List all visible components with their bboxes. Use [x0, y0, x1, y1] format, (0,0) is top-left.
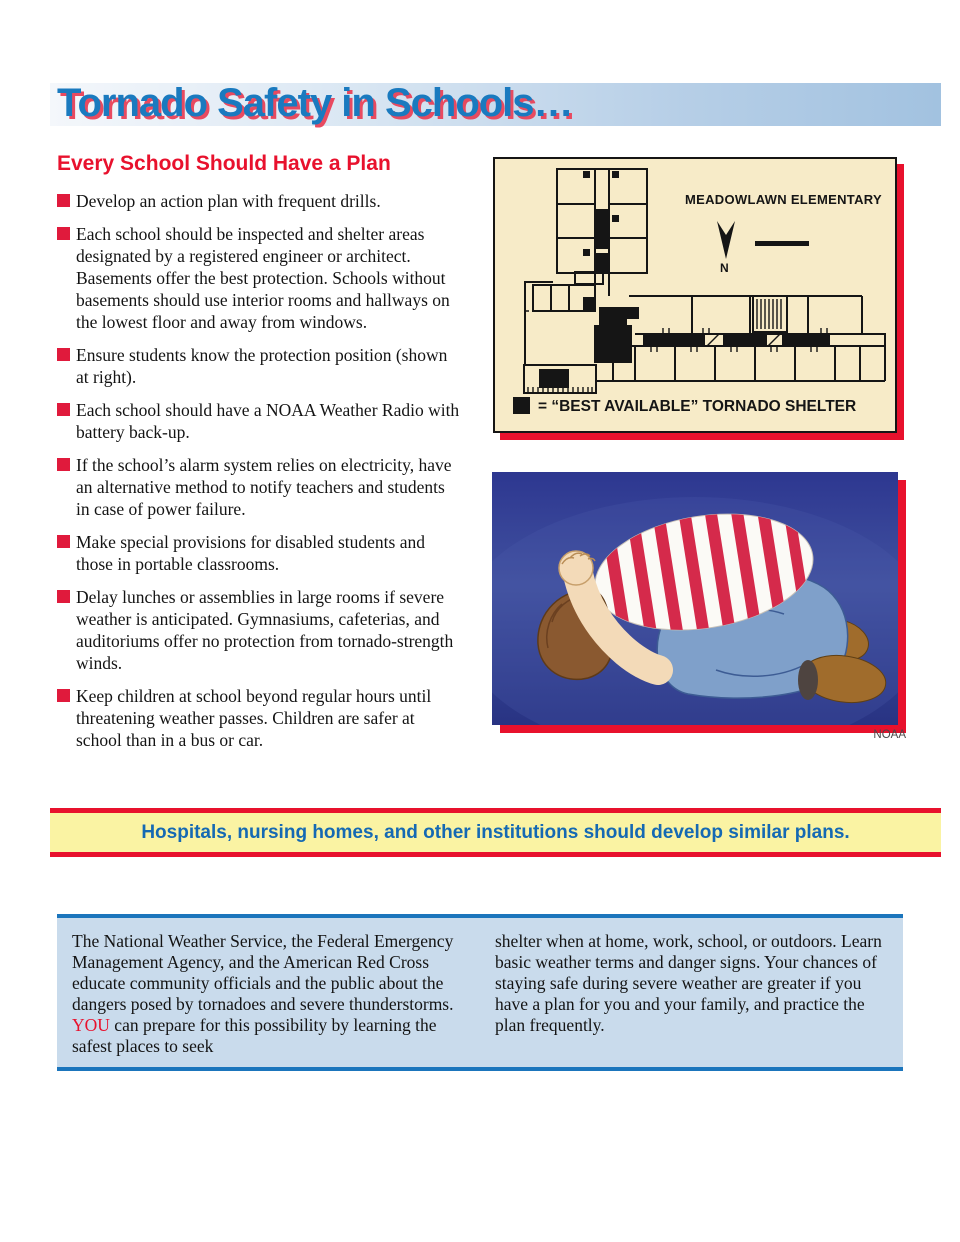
safety-plan-list — [57, 190, 461, 762]
plan-bullet-text: Develop an action plan with frequent drills. — [76, 191, 381, 211]
plan-bullet-text: Delay lunches or assemblies in large rooms if severe weather is anticipated. Gymnasiums, cafeterias, and auditoriums offer no protection from tornado-strength winds. — [76, 587, 454, 673]
plan-bullet-item — [57, 454, 461, 520]
floorplan-map — [495, 159, 895, 431]
north-label: N — [720, 261, 729, 275]
photo-credit: NOAA — [873, 729, 906, 741]
plan-bullet-item — [57, 531, 461, 575]
shelter-legend-text: = “BEST AVAILABLE” TORNADO SHELTER — [538, 398, 857, 415]
plan-bullet-text: If the school’s alarm system relies on electricity, have an alternative method to notify teachers and students in case of power failure. — [76, 455, 452, 519]
institutions-banner-text: Hospitals, nursing homes, and other institutions should develop similar plans. — [141, 821, 850, 843]
nws-info-box — [57, 914, 903, 1071]
protection-position-illustration — [492, 472, 898, 725]
plan-bullet-item — [57, 344, 461, 388]
fist — [559, 551, 593, 585]
you-highlight: YOU — [72, 1015, 110, 1035]
plan-bullet-text: Keep children at school beyond regular hours until threatening weather passes. Children are safer at school than in a bus or car. — [76, 686, 432, 750]
plan-bullet-item — [57, 685, 461, 751]
plan-bullet-text: Ensure students know the protection position (shown at right). — [76, 345, 448, 387]
bullet-square-icon — [57, 689, 70, 702]
plan-bullet-item — [57, 586, 461, 674]
shelter-legend-swatch — [513, 397, 530, 414]
plan-bullet-text: Make special provisions for disabled students and those in portable classrooms. — [76, 532, 425, 574]
protection-position-figure — [492, 472, 898, 725]
school-name-label: MEADOWLAWN ELEMENTARY — [685, 192, 882, 207]
page-title: Tornado Safety in Schools… — [57, 81, 573, 125]
bullet-square-icon — [57, 590, 70, 603]
info-text-1: The National Weather Service, the Federal Emergency Management Agency, and the American Red Cross educate community officials and the public about the dangers posed by tornadoes and severe thunderstorms. — [72, 931, 454, 1014]
scale-bar — [755, 241, 809, 246]
bullet-square-icon — [57, 194, 70, 207]
bullet-square-icon — [57, 403, 70, 416]
section-heading: Every School Should Have a Plan — [57, 152, 391, 175]
plan-bullet-text: Each school should be inspected and shelter areas designated by a registered engineer or architect. Basements offer the best protection. Schools without basements should use interior rooms and hallways on the lowest floor and away from windows. — [76, 224, 450, 332]
bullet-square-icon — [57, 535, 70, 548]
plan-bullet-item — [57, 399, 461, 443]
bullet-square-icon — [57, 227, 70, 240]
info-text-2: can prepare for this possibility by learning the safest places to seek — [72, 1015, 437, 1056]
info-col-right: shelter when at home, work, school, or outdoors. Learn basic weather terms and danger signs. Your chances of staying safe during severe weather are greater if you have a plan for you and your family, and practice the plan frequently. — [495, 931, 882, 1035]
plan-bullet-item — [57, 190, 461, 212]
info-col-left — [72, 931, 466, 1057]
plan-bullet-text: Each school should have a NOAA Weather Radio with battery back-up. — [76, 400, 460, 442]
plan-bullet-item — [57, 223, 461, 333]
institutions-banner — [50, 808, 941, 857]
bullet-square-icon — [57, 458, 70, 471]
north-arrow-icon — [717, 221, 735, 259]
bullet-square-icon — [57, 348, 70, 361]
floorplan-figure — [493, 157, 897, 433]
